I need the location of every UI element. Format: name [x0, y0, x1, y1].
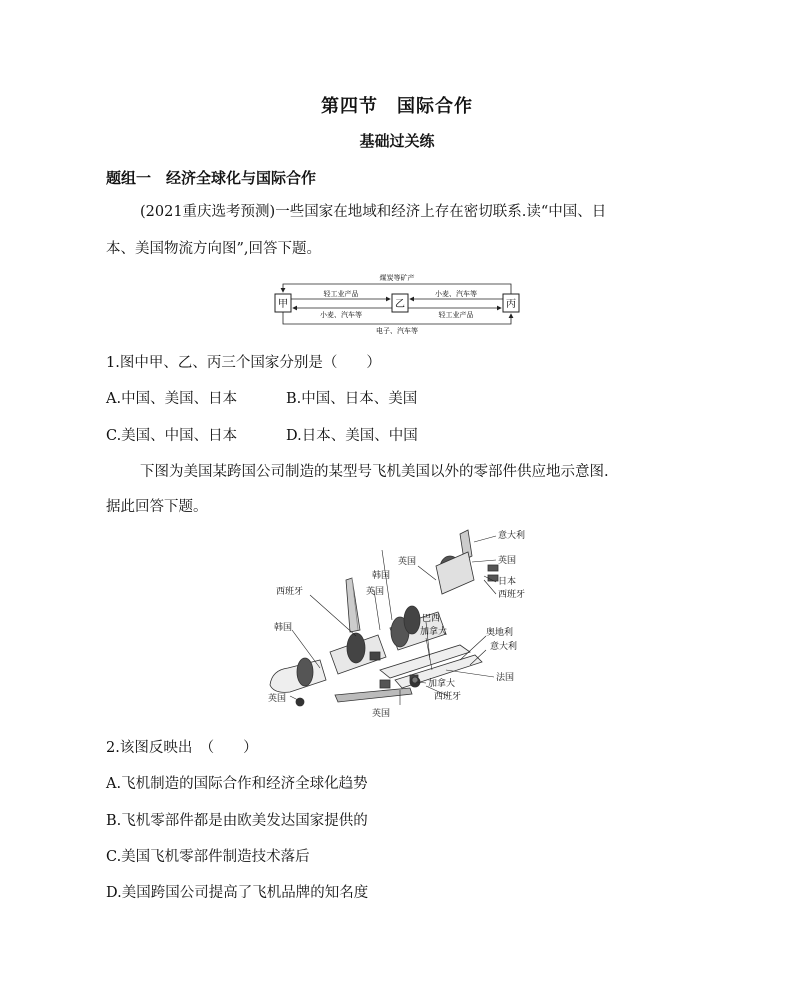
question1-option-d[interactable]: D.日本、美国、中国 [286, 428, 418, 444]
label-spain-low: 西班牙 [434, 692, 462, 702]
airplane-illustration [270, 530, 498, 706]
question1-option-c[interactable]: C.美国、中国、日本 [106, 428, 238, 444]
question2-option-a[interactable]: A.飞机制造的国际合作和经济全球化趋势 [106, 776, 368, 792]
passage1-line2: 本、美国物流方向图”,回答下题。 [106, 241, 322, 257]
label-brazil: 巴西 [422, 614, 441, 624]
label-korea-left: 韩国 [274, 623, 293, 633]
label-uk-bottom: 英国 [372, 709, 391, 719]
label-top-outer: 煤炭等矿产 [379, 274, 415, 282]
passage2-line2: 据此回答下题。 [106, 499, 208, 515]
label-right-upper: 小麦、汽车等 [435, 290, 477, 298]
label-canada-low: 加拿大 [428, 679, 456, 689]
question1-stem: 1.图中甲、乙、丙三个国家分别是（ ） [106, 355, 381, 371]
label-bottom-outer: 电子、汽车等 [376, 327, 418, 335]
box-bing-label: 丙 [506, 299, 516, 310]
passage1-line1: (2021重庆选考预测)一些国家在地域和经济上存在密切联系.读“中国、日 [140, 204, 607, 220]
question2-option-c[interactable]: C.美国飞机零部件制造技术落后 [106, 849, 310, 865]
flow-diagram [270, 270, 530, 340]
airplane-parts-diagram [260, 520, 530, 720]
box-jia-label: 甲 [278, 299, 288, 310]
box-yi-label: 乙 [395, 299, 405, 310]
label-uk-bottom-left: 英国 [268, 694, 287, 704]
label-left-lower: 小麦、汽车等 [320, 311, 362, 319]
question2-option-d[interactable]: D.美国跨国公司提高了飞机品牌的知名度 [106, 885, 369, 901]
label-uk-top-mid: 英国 [398, 557, 417, 567]
passage2-line1: 下图为美国某跨国公司制造的某型号飞机美国以外的零部件供应地示意图. [140, 464, 609, 480]
arrow-bottom-outer [283, 312, 511, 324]
label-uk-top-right: 英国 [498, 556, 517, 566]
section-title: 第四节 国际合作 [321, 96, 473, 117]
label-japan: 日本 [498, 577, 517, 587]
label-korea-top: 韩国 [372, 571, 391, 581]
question2-stem: 2.该图反映出 （ ） [106, 740, 258, 756]
label-italy-mid: 意大利 [490, 642, 518, 652]
question1-option-b[interactable]: B.中国、日本、美国 [286, 391, 418, 407]
label-left-upper: 轻工业产品 [323, 290, 359, 298]
label-right-lower: 轻工业产品 [438, 311, 474, 319]
label-canada-mid: 加拿大 [420, 627, 448, 637]
label-austria: 奥地利 [486, 628, 514, 638]
question-group-title: 题组一 经济全球化与国际合作 [106, 169, 317, 187]
label-spain-left: 西班牙 [276, 587, 304, 597]
question2-option-b[interactable]: B.飞机零部件都是由欧美发达国家提供的 [106, 813, 368, 829]
exercise-subtitle: 基础过关练 [359, 132, 435, 150]
question1-option-a[interactable]: A.中国、美国、日本 [106, 391, 238, 407]
label-italy-top: 意大利 [498, 531, 526, 541]
label-spain-right: 西班牙 [498, 590, 526, 600]
label-uk-mid: 英国 [366, 587, 385, 597]
label-france: 法国 [496, 673, 515, 683]
